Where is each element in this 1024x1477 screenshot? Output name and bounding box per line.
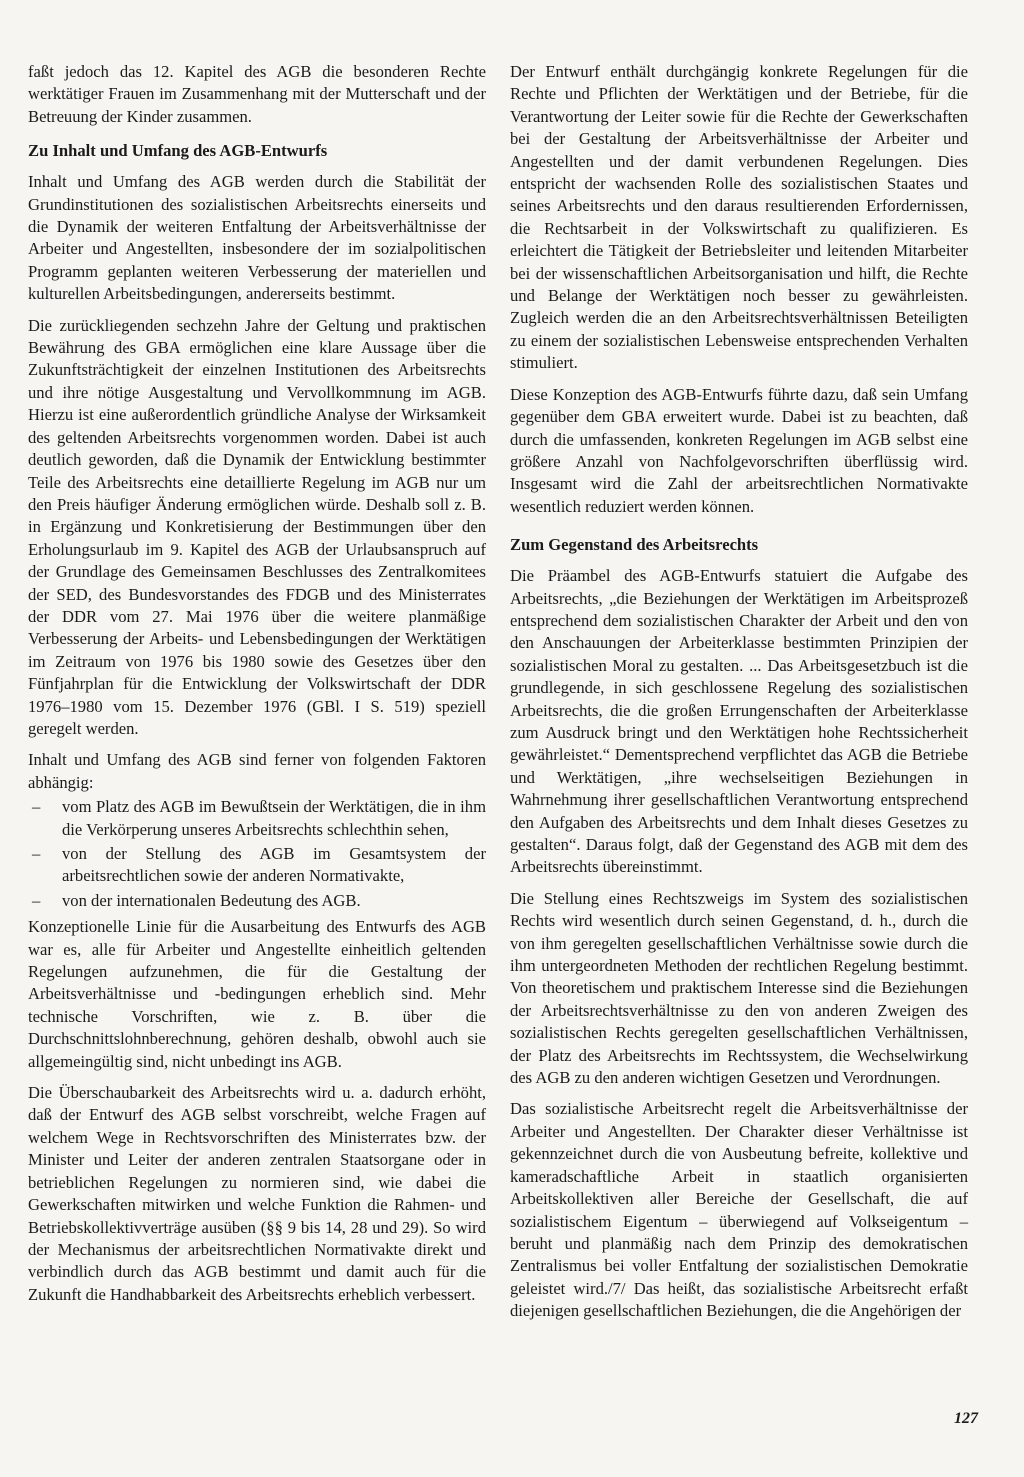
list-item: – von der internationalen Bedeutung des AGB.: [28, 890, 486, 912]
paragraph: Die Überschaubarkeit des Arbeitsrechts wird u. a. dadurch erhöht, daß der Entwurf des AGB selbst vorschreibt, welche Fragen auf welchem Wege in Rechtsvorschriften des Ministerrates bzw. der Minister und Leiter der anderen zentralen Staatsorgane oder in betrieblichen Regelungen zu normieren sind, wie dabei die Gewerkschaften mitwirken und welche Funktion die Rahmen- und Betriebskollektivverträge ausüben (§§ 9 bis 14, 28 und 29). So wird der Mechanismus der arbeitsrechtlichen Normativakte direkt und verbindlich durch das AGB bestimmt und damit auch für die Zukunft die Handhabbarkeit des Arbeitsrechts erheblich verbessert.: [28, 1083, 486, 1304]
paragraph: Die Präambel des AGB-Entwurfs statuiert die Aufgabe des Arbeitsrechts, „die Beziehungen der Werktätigen im Arbeitsprozeß entsprechend dem sozialistischen Charakter der Arbeit und den von den Anschauungen der Arbeiterklasse bestimmten Prinzipien der sozialistischen Moral zu gestalten. ... Das Arbeitsgesetzbuch ist die grundlegende, in sich geschlossene Regelung des sozialistischen Arbeitsrechts, die die großen Errungenschaften der Arbeiterklasse zum Ausdruck bringt und den Werktätigen hohe Rechtssicherheit gewährleistet.“ Dementsprechend verpflichtet das AGB die Betriebe und Werktätigen, „ihre wechselseitigen Beziehungen in Wahrnehmung ihrer gesellschaftlichen Verantwortung entsprechend den Aufgaben des Arbeitsrechts und dem Inhalt dieses Gesetzes zu gestalten“. Daraus folgt, daß der Gegenstand des AGB mit dem des Arbeitsrechts übereinstimmt.: [510, 566, 968, 877]
list-item: – vom Platz des AGB im Bewußtsein der Werktätigen, die in ihm die Verkörperung unseres Arbeitsrechts schlechthin sehen,: [28, 796, 486, 841]
list-item: – von der Stellung des AGB im Gesamtsystem der arbeitsrechtlichen sowie der anderen Normativakte,: [28, 843, 486, 888]
paragraph: Inhalt und Umfang des AGB sind ferner von folgenden Faktoren abhängig:: [28, 750, 486, 792]
paragraph: faßt jedoch das 12. Kapitel des AGB die besonderen Rechte werktätiger Frauen im Zusammenhang mit der Mutterschaft und der Betreuung der Kinder zusammen.: [28, 62, 486, 126]
factor-list: [28, 796, 486, 912]
paragraph: Die zurückliegenden sechzehn Jahre der Geltung und praktischen Bewährung des GBA ermöglichen eine klare Aussage über die Zukunftsträchtigkeit der einzelnen Institutionen des Arbeitsrechts und ihre nötige Ausgestaltung und Vervollkommnung im AGB. Hierzu ist eine außerordentlich gründliche Analyse der Wirksamkeit des geltenden Arbeitsrechts vorgenommen worden. Dabei ist auch deutlich geworden, daß die Dynamik der Entwicklung bestimmter Teile des Arbeitsrechts eine detaillierte Regelung im AGB nur um den Preis häufiger Änderung ermöglichen würde. Deshalb soll z. B. in Ergänzung und Konkretisierung der Bestimmungen über den Erholungsurlaub im 9. Kapitel des AGB der Urlaubsanspruch auf der Grundlage des Gemeinsamen Beschlusses des Zentralkomitees der SED, des Bundesvorstandes des FDGB und des Ministerrates der DDR vom 27. Mai 1976 über die weitere planmäßige Verbesserung der Arbeits- und Lebensbedingungen der Werktätigen im Zeitraum von 1976 bis 1980 sowie des Gesetzes über den Fünfjahrplan für die Entwicklung der Volkswirtschaft der DDR 1976–1980 vom 15. Dezember 1976 (GBl. I S. 519) speziell geregelt werden.: [28, 315, 486, 738]
paragraph: Konzeptionelle Linie für die Ausarbeitung des Entwurfs des AGB war es, alle für Arbeiter und Angestellte einheitlich geltenden Regelungen aufzunehmen, die für die Gestaltung der Arbeitsverhältnisse und -bedingungen erheblich sind. Mehr technische Vorschriften, wie z. B. über die Durchschnittslohnberechnung, gehören deshalb, obwohl auch sie allgemeingültig sind, nicht unbedingt ins AGB.: [28, 917, 486, 1071]
paragraph: Diese Konzeption des AGB-Entwurfs führte dazu, daß sein Umfang gegenüber dem GBA erweitert wurde. Dabei ist zu beachten, daß durch die umfassenden, konkreten Regelungen im AGB selbst eine größere Anzahl von Nachfolgevorschriften überflüssig wird. Insgesamt wird die Zahl der arbeitsrechtlichen Normativakte wesentlich reduziert werden können.: [510, 384, 968, 516]
paragraph: Inhalt und Umfang des AGB werden durch die Stabilität der Grundinstitutionen des sozialistischen Arbeitsrechts einerseits und die Dynamik der weiteren Entfaltung der Arbeitsverhältnisse der Arbeiter und Angestellten, insbesondere der im sozialpolitischen Programm geplanten weiteren Verbesserung der materiellen und kulturellen Arbeitsbedingungen, andererseits bestimmt.: [28, 172, 486, 304]
right-column: [510, 61, 968, 1332]
paragraph: Der Entwurf enthält durchgängig konkrete Regelungen für die Rechte und Pflichten der Werktätigen und der Betriebe, für die Verantwortung der Leiter sowie für die Rechte der Gewerkschaften bei der Gestaltung der Arbeitsverhältnisse der Arbeiter und Angestellten und der damit verbundenen Regelungen. Dies entspricht der wachsenden Rolle des sozialistischen Staates und seines Arbeitsrechts und den daraus resultierenden Erfordernissen, die Rechtsarbeit in der Volkswirtschaft zu qualifizieren. Es erleichtert die Tätigkeit der Betriebsleiter und leitenden Mitarbeiter bei der wissenschaftlichen Arbeitsorganisation und hilft, die Rechte und Belange der Werktätigen noch besser zu gewährleisten. Zugleich werden die an den Arbeitsrechtsverhältnissen Beteiligten zu einem der sozialistischen Lebensweise entsprechenden Verhalten stimuliert.: [510, 62, 968, 373]
section-heading: Zu Inhalt und Umfang des AGB-Entwurfs: [28, 141, 328, 161]
section-heading: Zum Gegenstand des Arbeitsrechts: [510, 535, 759, 555]
left-column: [28, 61, 486, 1315]
paragraph: Die Stellung eines Rechtszweigs im System des sozialistischen Rechts wird wesentlich durch seinen Gegenstand, d. h., durch die von ihm geregelten gesellschaftlichen Verhältnisse sowie durch die ihm untergeordneten Methoden der rechtlichen Regelung bestimmt. Von theoretischem und praktischem Interesse sind die Beziehungen der Arbeitsrechtsverhältnisse zu den von anderen Zweigen des sozialistischen Rechts geregelten gesellschaftlichen Verhältnissen, der Platz des Arbeitsrechts im Rechtssystem, die Wechselwirkung des AGB zu den anderen wichtigen Gesetzen und Verordnungen.: [510, 888, 968, 1088]
page-number: 127: [954, 1410, 978, 1427]
paragraph: Das sozialistische Arbeitsrecht regelt die Arbeitsverhältnisse der Arbeiter und Angestellten. Der Charakter dieser Verhältnisse ist gekennzeichnet durch die von Ausbeutung befreite, kollektive und kameradschaftliche Arbeit in staatlich organisierten Arbeitskollektiven aller Bereiche der Gesellschaft, die auf sozialistischem Eigentum – überwiegend auf Volkseigentum – beruht und planmäßig nach dem Prinzip des demokratischen Zentralismus bei voller Entfaltung der sozialistischen Demokratie geleistet wird./7/ Das heißt, das sozialistische Arbeitsrecht erfaßt diejenigen gesellschaftlichen Beziehungen, die die Angehörigen der: [510, 1099, 968, 1321]
